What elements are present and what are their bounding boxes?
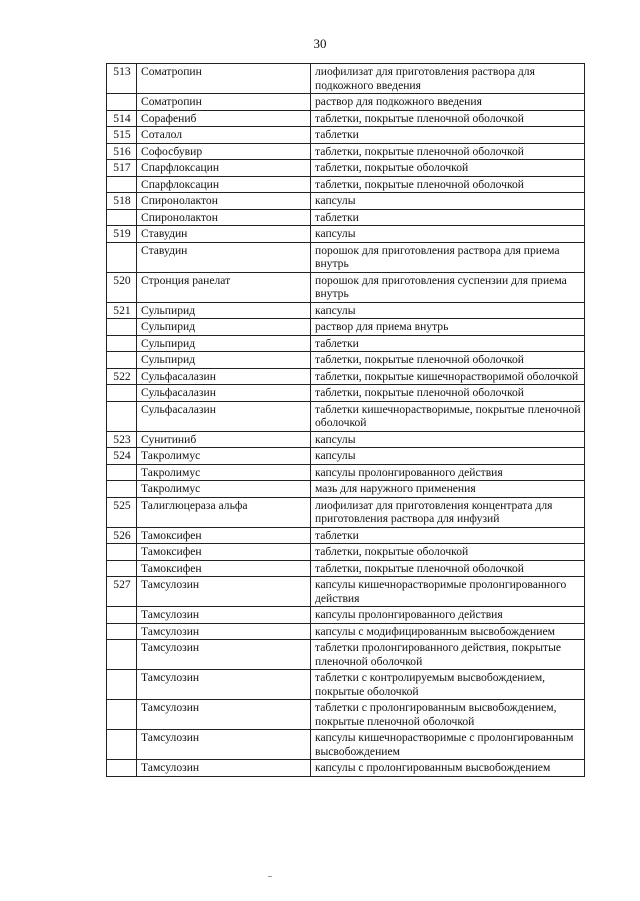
drug-name: Сульпирид bbox=[137, 335, 311, 352]
page-number: 30 bbox=[313, 36, 327, 51]
drug-name: Тамсулозин bbox=[137, 760, 311, 777]
dosage-form: капсулы кишечнорастворимые с пролонгированным высвобождением bbox=[311, 730, 585, 760]
drug-name: Тамоксифен bbox=[137, 544, 311, 561]
table-row bbox=[107, 577, 585, 607]
dosage-form: порошок для приготовления суспензии для приема внутрь bbox=[311, 272, 585, 302]
row-number: 521 bbox=[107, 302, 137, 319]
drug-name: Тамсулозин bbox=[137, 607, 311, 624]
table-row bbox=[107, 527, 585, 544]
table-row bbox=[107, 448, 585, 465]
row-number bbox=[107, 464, 137, 481]
table-row bbox=[107, 730, 585, 760]
drug-name: Сульпирид bbox=[137, 352, 311, 369]
row-number bbox=[107, 607, 137, 624]
dosage-form: капсулы пролонгированного действия bbox=[311, 464, 585, 481]
row-number: 514 bbox=[107, 110, 137, 127]
table-row bbox=[107, 352, 585, 369]
table-row bbox=[107, 670, 585, 700]
dosage-form: капсулы с модифицированным высвобождением bbox=[311, 623, 585, 640]
dosage-form: таблетки bbox=[311, 335, 585, 352]
dosage-form: лиофилизат для приготовления концентрата для приготовления раствора для инфузий bbox=[311, 497, 585, 527]
table-row bbox=[107, 464, 585, 481]
dosage-form: таблетки кишечнорастворимые, покрытые пленочной оболочкой bbox=[311, 401, 585, 431]
row-number: 527 bbox=[107, 577, 137, 607]
drug-name: Сульфасалазин bbox=[137, 401, 311, 431]
dosage-form: таблетки bbox=[311, 527, 585, 544]
dosage-form: раствор для приема внутрь bbox=[311, 319, 585, 336]
table-row bbox=[107, 110, 585, 127]
scan-mark bbox=[268, 876, 272, 877]
drug-name: Спиронолактон bbox=[137, 193, 311, 210]
dosage-form: таблетки, покрытые оболочкой bbox=[311, 544, 585, 561]
dosage-form: таблетки, покрытые пленочной оболочкой bbox=[311, 385, 585, 402]
table-row bbox=[107, 401, 585, 431]
table-row bbox=[107, 302, 585, 319]
row-number bbox=[107, 481, 137, 498]
drug-name: Тамсулозин bbox=[137, 577, 311, 607]
row-number bbox=[107, 640, 137, 670]
dosage-form: капсулы bbox=[311, 302, 585, 319]
drug-name: Сорафениб bbox=[137, 110, 311, 127]
table-row bbox=[107, 209, 585, 226]
table-row bbox=[107, 319, 585, 336]
drug-name: Соматропин bbox=[137, 94, 311, 111]
table-row bbox=[107, 335, 585, 352]
table-row bbox=[107, 640, 585, 670]
table-row bbox=[107, 242, 585, 272]
row-number bbox=[107, 401, 137, 431]
row-number bbox=[107, 760, 137, 777]
dosage-form: лиофилизат для приготовления раствора для подкожного введения bbox=[311, 64, 585, 94]
row-number: 515 bbox=[107, 127, 137, 144]
row-number bbox=[107, 670, 137, 700]
row-number bbox=[107, 94, 137, 111]
dosage-form: капсулы bbox=[311, 448, 585, 465]
drug-name: Тамсулозин bbox=[137, 730, 311, 760]
table-row bbox=[107, 143, 585, 160]
drug-name: Тамсулозин bbox=[137, 700, 311, 730]
drug-name: Сунитиниб bbox=[137, 431, 311, 448]
row-number bbox=[107, 242, 137, 272]
drug-table bbox=[106, 63, 585, 777]
dosage-form: таблетки с пролонгированным высвобождением, покрытые пленочной оболочкой bbox=[311, 700, 585, 730]
table-row bbox=[107, 272, 585, 302]
table-row bbox=[107, 623, 585, 640]
drug-name: Сульпирид bbox=[137, 319, 311, 336]
dosage-form: таблетки пролонгированного действия, покрытые пленочной оболочкой bbox=[311, 640, 585, 670]
drug-name: Ставудин bbox=[137, 226, 311, 243]
drug-name: Сульфасалазин bbox=[137, 368, 311, 385]
row-number bbox=[107, 544, 137, 561]
drug-name: Соталол bbox=[137, 127, 311, 144]
row-number bbox=[107, 352, 137, 369]
row-number bbox=[107, 335, 137, 352]
drug-name: Спарфлоксацин bbox=[137, 176, 311, 193]
row-number: 523 bbox=[107, 431, 137, 448]
drug-name: Стронция ранелат bbox=[137, 272, 311, 302]
table-row bbox=[107, 560, 585, 577]
table-row bbox=[107, 94, 585, 111]
table-row bbox=[107, 368, 585, 385]
dosage-form: таблетки, покрытые пленочной оболочкой bbox=[311, 110, 585, 127]
table-row bbox=[107, 385, 585, 402]
drug-name: Соматропин bbox=[137, 64, 311, 94]
row-number: 519 bbox=[107, 226, 137, 243]
table-row bbox=[107, 160, 585, 177]
dosage-form: порошок для приготовления раствора для приема внутрь bbox=[311, 242, 585, 272]
dosage-form: таблетки bbox=[311, 209, 585, 226]
dosage-form: таблетки, покрытые оболочкой bbox=[311, 160, 585, 177]
drug-name: Тамсулозин bbox=[137, 623, 311, 640]
drug-name: Софосбувир bbox=[137, 143, 311, 160]
row-number: 524 bbox=[107, 448, 137, 465]
drug-name: Спиронолактон bbox=[137, 209, 311, 226]
dosage-form: капсулы с пролонгированным высвобождением bbox=[311, 760, 585, 777]
dosage-form: капсулы bbox=[311, 226, 585, 243]
dosage-form: капсулы пролонгированного действия bbox=[311, 607, 585, 624]
dosage-form: таблетки с контролируемым высвобождением, покрытые оболочкой bbox=[311, 670, 585, 700]
row-number: 520 bbox=[107, 272, 137, 302]
table-row bbox=[107, 700, 585, 730]
table-row bbox=[107, 481, 585, 498]
dosage-form: капсулы кишечнорастворимые пролонгированного действия bbox=[311, 577, 585, 607]
drug-name: Сульпирид bbox=[137, 302, 311, 319]
drug-name: Такролимус bbox=[137, 481, 311, 498]
row-number: 513 bbox=[107, 64, 137, 94]
table-row bbox=[107, 497, 585, 527]
dosage-form: таблетки, покрытые пленочной оболочкой bbox=[311, 143, 585, 160]
dosage-form: таблетки bbox=[311, 127, 585, 144]
table-row bbox=[107, 64, 585, 94]
row-number: 525 bbox=[107, 497, 137, 527]
table-row bbox=[107, 127, 585, 144]
drug-name: Такролимус bbox=[137, 448, 311, 465]
row-number: 522 bbox=[107, 368, 137, 385]
row-number bbox=[107, 176, 137, 193]
dosage-form: таблетки, покрытые пленочной оболочкой bbox=[311, 352, 585, 369]
table-row bbox=[107, 760, 585, 777]
dosage-form: таблетки, покрытые кишечнорастворимой оболочкой bbox=[311, 368, 585, 385]
row-number: 517 bbox=[107, 160, 137, 177]
row-number bbox=[107, 700, 137, 730]
table-row bbox=[107, 176, 585, 193]
dosage-form: мазь для наружного применения bbox=[311, 481, 585, 498]
row-number bbox=[107, 623, 137, 640]
dosage-form: капсулы bbox=[311, 431, 585, 448]
drug-name: Ставудин bbox=[137, 242, 311, 272]
row-number: 516 bbox=[107, 143, 137, 160]
drug-name: Спарфлоксацин bbox=[137, 160, 311, 177]
table-row bbox=[107, 226, 585, 243]
row-number bbox=[107, 319, 137, 336]
row-number: 518 bbox=[107, 193, 137, 210]
drug-name: Такролимус bbox=[137, 464, 311, 481]
drug-table-body bbox=[107, 64, 585, 777]
dosage-form: раствор для подкожного введения bbox=[311, 94, 585, 111]
dosage-form: таблетки, покрытые пленочной оболочкой bbox=[311, 176, 585, 193]
drug-name: Талиглюцераза альфа bbox=[137, 497, 311, 527]
row-number bbox=[107, 730, 137, 760]
drug-name: Тамоксифен bbox=[137, 560, 311, 577]
drug-name: Тамсулозин bbox=[137, 640, 311, 670]
row-number bbox=[107, 385, 137, 402]
dosage-form: капсулы bbox=[311, 193, 585, 210]
table-row bbox=[107, 431, 585, 448]
row-number bbox=[107, 209, 137, 226]
drug-name: Тамоксифен bbox=[137, 527, 311, 544]
drug-name: Сульфасалазин bbox=[137, 385, 311, 402]
drug-name: Тамсулозин bbox=[137, 670, 311, 700]
row-number: 526 bbox=[107, 527, 137, 544]
dosage-form: таблетки, покрытые пленочной оболочкой bbox=[311, 560, 585, 577]
table-row bbox=[107, 193, 585, 210]
table-row bbox=[107, 544, 585, 561]
row-number bbox=[107, 560, 137, 577]
table-row bbox=[107, 607, 585, 624]
